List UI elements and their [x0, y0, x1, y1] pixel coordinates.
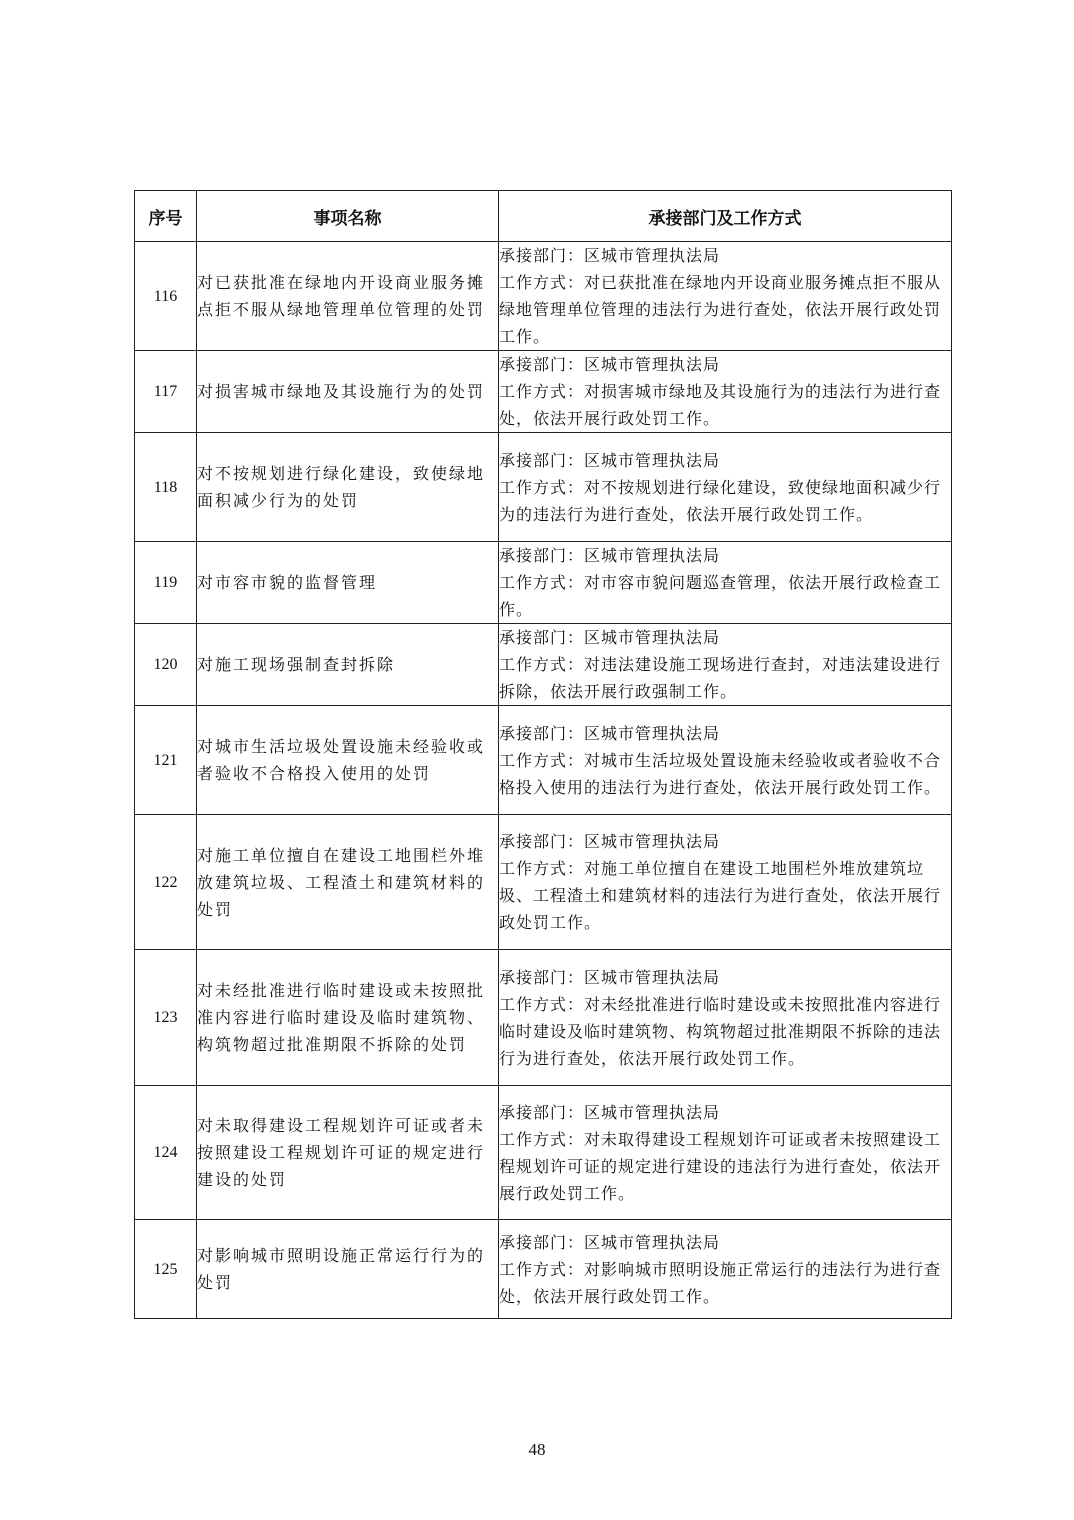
row-seq: 120 — [135, 624, 197, 706]
row-dept-method — [499, 950, 952, 1086]
row-dept-method — [499, 351, 952, 433]
table-row — [135, 1086, 952, 1220]
table-row — [135, 542, 952, 624]
table-row — [135, 950, 952, 1086]
row-dept-method — [499, 433, 952, 542]
row-method: 工作方式：对施工单位擅自在建设工地围栏外堆放建筑垃圾、工程渣土和建筑材料的违法行为进行查处，依法开展行政处罚工作。 — [499, 859, 942, 932]
row-seq: 124 — [135, 1086, 197, 1220]
table-row — [135, 624, 952, 706]
row-item-name: 对施工现场强制查封拆除 — [197, 624, 499, 706]
row-seq: 122 — [135, 815, 197, 950]
row-dept: 承接部门：区城市管理执法局 — [499, 628, 721, 647]
row-dept: 承接部门：区城市管理执法局 — [499, 832, 721, 851]
row-method: 工作方式：对违法建设施工现场进行查封，对违法建设进行拆除，依法开展行政强制工作。 — [499, 655, 942, 701]
row-method: 工作方式：对城市生活垃圾处置设施未经验收或者验收不合格投入使用的违法行为进行查处，依法开展行政处罚工作。 — [499, 750, 942, 797]
row-method: 工作方式：对影响城市照明设施正常运行的违法行为进行查处，依法开展行政处罚工作。 — [499, 1259, 942, 1306]
row-method: 工作方式：对未经批准进行临时建设或未按照批准内容进行临时建设及临时建筑物、构筑物超过批准期限不拆除的违法行为进行查处，依法开展行政处罚工作。 — [499, 994, 942, 1068]
row-dept-method — [499, 1220, 952, 1319]
row-item-name: 对城市生活垃圾处置设施未经验收或者验收不合格投入使用的处罚 — [197, 706, 499, 815]
row-method: 工作方式：对不按规划进行绿化建设，致使绿地面积减少行为的违法行为进行查处，依法开展行政处罚工作。 — [499, 477, 942, 524]
row-dept: 承接部门：区城市管理执法局 — [499, 355, 721, 374]
matters-table — [134, 190, 952, 1319]
row-seq: 121 — [135, 706, 197, 815]
header-dept: 承接部门及工作方式 — [499, 191, 952, 242]
row-seq: 116 — [135, 242, 197, 351]
table-row — [135, 433, 952, 542]
header-seq: 序号 — [135, 191, 197, 242]
row-item-name: 对影响城市照明设施正常运行行为的处罚 — [197, 1220, 499, 1319]
row-dept-method — [499, 624, 952, 706]
row-item-name: 对未取得建设工程规划许可证或者未按照建设工程规划许可证的规定进行建设的处罚 — [197, 1086, 499, 1220]
row-item-name: 对已获批准在绿地内开设商业服务摊点拒不服从绿地管理单位管理的处罚 — [197, 242, 499, 351]
row-dept: 承接部门：区城市管理执法局 — [499, 723, 721, 743]
row-method: 工作方式：对损害城市绿地及其设施行为的违法行为进行查处，依法开展行政处罚工作。 — [499, 382, 942, 428]
row-seq: 117 — [135, 351, 197, 433]
row-method: 工作方式：对未取得建设工程规划许可证或者未按照建设工程规划许可证的规定进行建设的违法行为进行查处，依法开展行政处罚工作。 — [499, 1129, 942, 1203]
row-dept-method — [499, 542, 952, 624]
row-seq: 118 — [135, 433, 197, 542]
table-row — [135, 815, 952, 950]
row-dept-method — [499, 706, 952, 815]
row-dept: 承接部门：区城市管理执法局 — [499, 546, 721, 565]
row-dept: 承接部门：区城市管理执法局 — [499, 450, 721, 470]
row-item-name: 对不按规划进行绿化建设，致使绿地面积减少行为的处罚 — [197, 433, 499, 542]
row-seq: 125 — [135, 1220, 197, 1319]
row-method: 工作方式：对已获批准在绿地内开设商业服务摊点拒不服从绿地管理单位管理的违法行为进行查处，依法开展行政处罚工作。 — [499, 273, 942, 346]
row-item-name: 对未经批准进行临时建设或未按照批准内容进行临时建设及临时建筑物、构筑物超过批准期限不拆除的处罚 — [197, 950, 499, 1086]
row-method: 工作方式：对市容市貌问题巡查管理，依法开展行政检查工作。 — [499, 573, 942, 619]
row-item-name: 对市容市貌的监督管理 — [197, 542, 499, 624]
row-dept: 承接部门：区城市管理执法局 — [499, 1102, 721, 1122]
table-row — [135, 1220, 952, 1319]
table-header-row — [135, 191, 952, 242]
row-dept-method — [499, 242, 952, 351]
header-name: 事项名称 — [197, 191, 499, 242]
row-dept-method — [499, 1086, 952, 1220]
row-item-name: 对损害城市绿地及其设施行为的处罚 — [197, 351, 499, 433]
row-dept: 承接部门：区城市管理执法局 — [499, 246, 721, 265]
row-dept-method — [499, 815, 952, 950]
table-row — [135, 242, 952, 351]
table-row — [135, 706, 952, 815]
row-item-name: 对施工单位擅自在建设工地围栏外堆放建筑垃圾、工程渣土和建筑材料的处罚 — [197, 815, 499, 950]
page-number: 48 — [528, 1440, 546, 1459]
row-seq: 123 — [135, 950, 197, 1086]
row-dept: 承接部门：区城市管理执法局 — [499, 967, 721, 987]
table-row — [135, 351, 952, 433]
row-dept: 承接部门：区城市管理执法局 — [499, 1232, 721, 1252]
row-seq: 119 — [135, 542, 197, 624]
